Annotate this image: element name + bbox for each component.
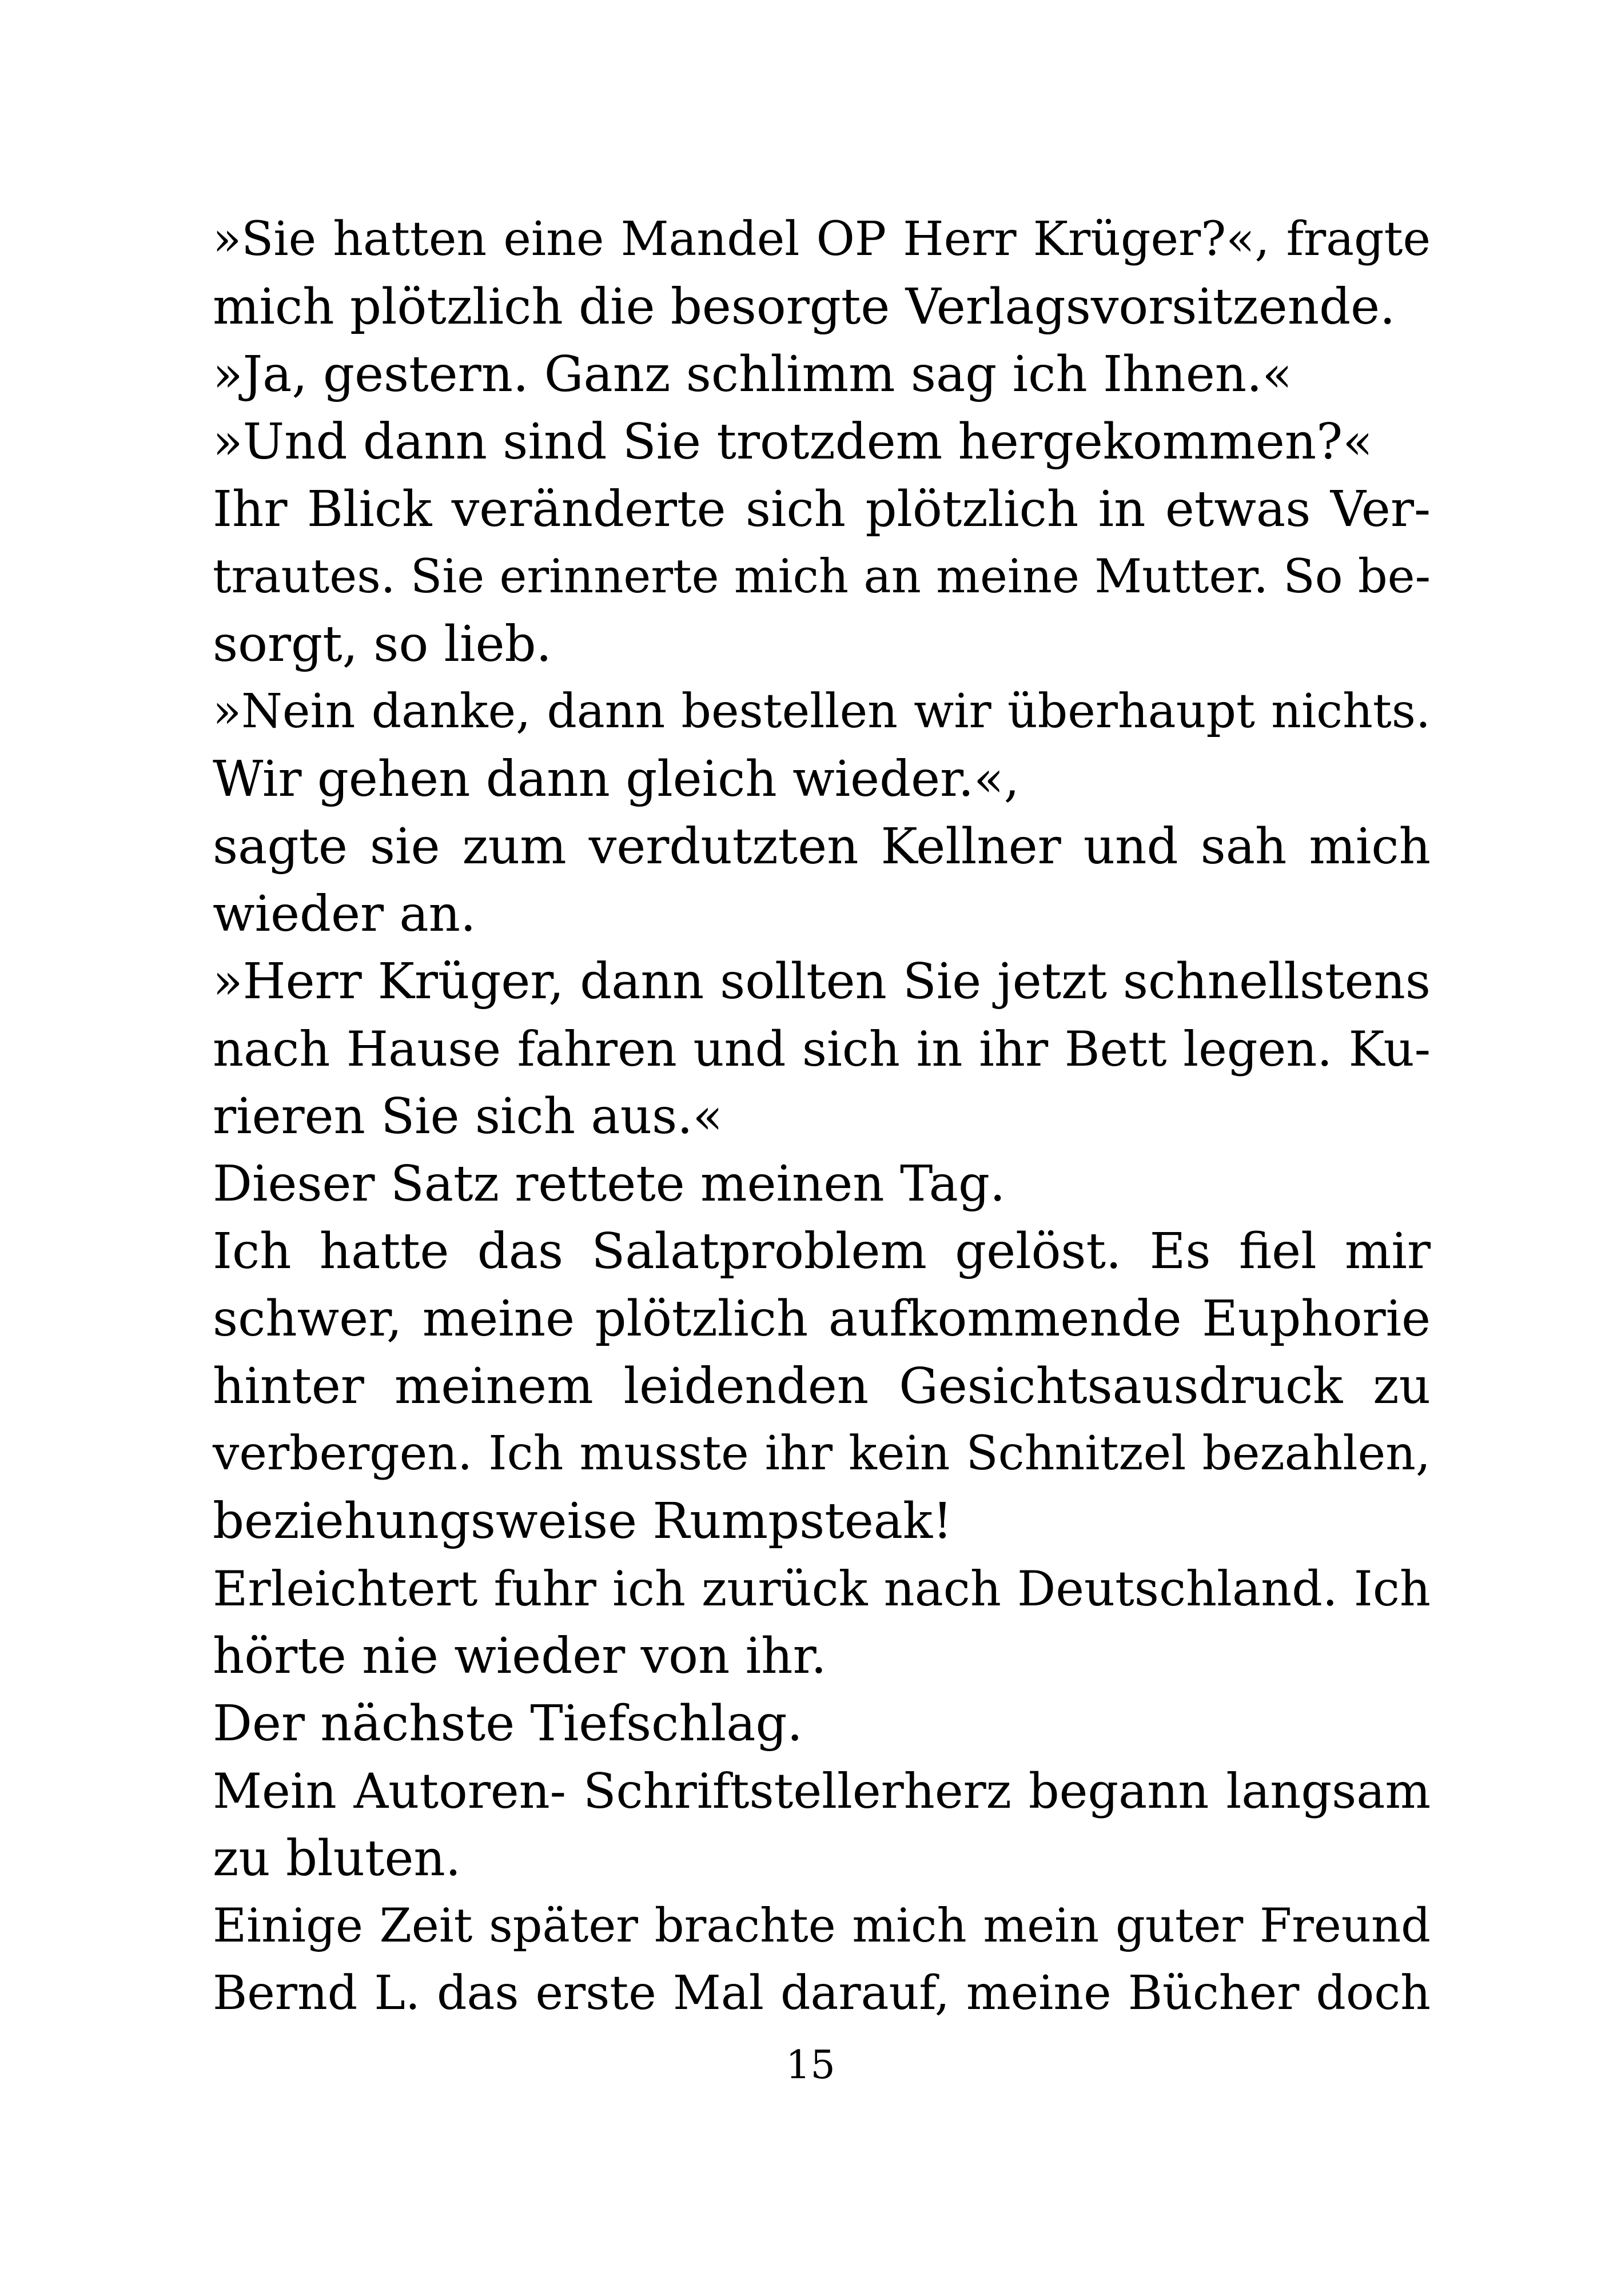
text-line: »Nein danke, dann bestellen wir überhaupt nichts.	[213, 684, 1431, 739]
text-line: trautes. Sie erinnerte mich an meine Mutter. So be-	[213, 550, 1431, 604]
text-line: Ich hatte das Salatproblem gelöst. Es fiel mir	[213, 1223, 1431, 1280]
text-line: mich plötzlich die besorgte Verlagsvorsitzende.	[213, 278, 1396, 336]
text-line: hinter meinem leidenden Gesichtsausdruck zu	[213, 1358, 1431, 1415]
text-line: Mein Autoren- Schriftstellerherz begann langsam	[213, 1763, 1431, 1819]
text-line: »Herr Krüger, dann sollten Sie jetzt schnellstens	[213, 953, 1431, 1010]
text-line: Der nächste Tiefschlag.	[213, 1695, 803, 1752]
text-line: Bernd L. das erste Mal darauf, meine Bücher doch	[213, 1966, 1431, 2020]
text-line: sorgt, so lieb.	[213, 616, 552, 673]
text-line: zu bluten.	[213, 1830, 461, 1887]
text-line: Ihr Blick veränderte sich plötzlich in etwas Ver-	[213, 481, 1431, 538]
text-line: Dieser Satz rettete meinen Tag.	[213, 1155, 1006, 1213]
text-line: schwer, meine plötzlich aufkommende Euphorie	[213, 1290, 1431, 1348]
text-line: Einige Zeit später brachte mich mein guter Freund	[213, 1899, 1431, 1953]
text-line: »Ja, gestern. Ganz schlimm sag ich Ihnen.«	[213, 346, 1293, 403]
page-number: 15	[786, 2043, 835, 2088]
text-line: »Sie hatten eine Mandel OP Herr Krüger?«, fragte	[213, 212, 1431, 266]
text-line: verbergen. Ich musste ihr kein Schnitzel bezahlen,	[213, 1426, 1431, 1481]
text-line: Wir gehen dann gleich wieder.«,	[213, 751, 1019, 808]
text-line: wieder an.	[213, 886, 476, 943]
body-text	[213, 206, 1431, 2027]
text-line: beziehungsweise Rumpsteak!	[213, 1493, 953, 1550]
text-line: sagte sie zum verdutzten Kellner und sah mich	[213, 818, 1431, 875]
text-line: rieren Sie sich aus.«	[213, 1088, 723, 1145]
text-line: »Und dann sind Sie trotzdem hergekommen?«	[213, 413, 1373, 471]
text-line: hörte nie wieder von ihr.	[213, 1628, 827, 1685]
text-line: nach Hause fahren und sich in ihr Bett legen. Ku-	[213, 1021, 1431, 1077]
text-line: Erleichtert fuhr ich zurück nach Deutschland. Ich	[213, 1561, 1431, 1617]
